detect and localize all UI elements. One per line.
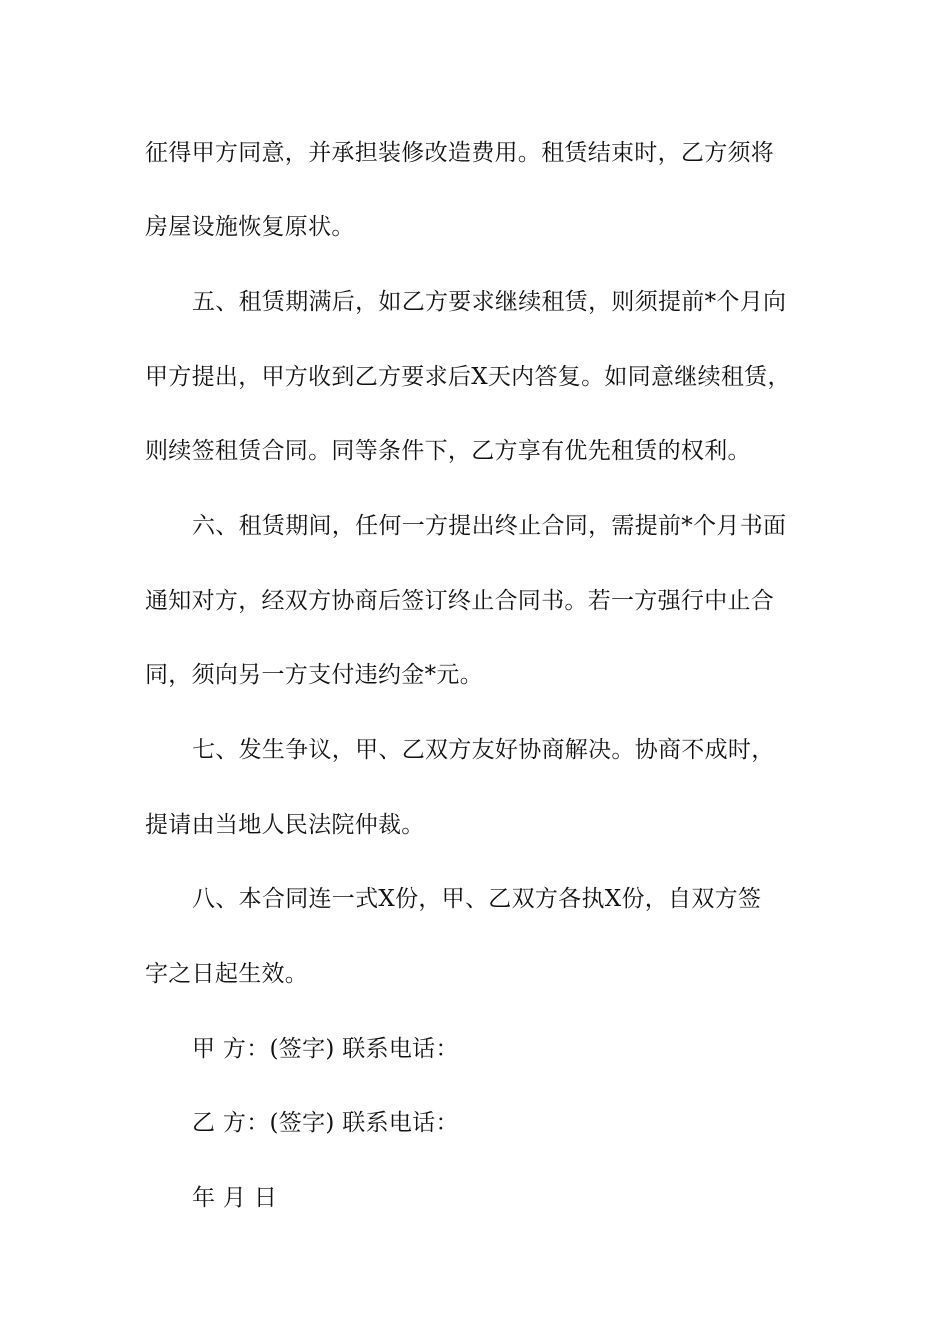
clause-seven-line-1: 七、发生争议，甲、乙双方友好协商解决。协商不成时， — [192, 737, 775, 763]
clause-six-line-1: 六、租赁期间，任何一方提出终止合同，需提前*个月书面 — [192, 513, 787, 539]
clause-six-line-2: 通知对方，经双方协商后签订终止合同书。若一方强行中止合 — [145, 588, 775, 614]
clause-eight-line-1: 八、本合同连一式X份，甲、乙双方各执X份，自双方签 — [192, 886, 762, 912]
clause-seven-line-2: 提请由当地人民法院仲裁。 — [145, 812, 425, 838]
text-line-2: 房屋设施恢复原状。 — [145, 214, 355, 240]
text-line-1: 征得甲方同意，并承担装修改造费用。租赁结束时，乙方须将 — [145, 140, 775, 166]
party-a-signature-line: 甲 方：(签字) 联系电话： — [192, 1036, 459, 1062]
clause-eight-line-2: 字之日起生效。 — [145, 961, 309, 987]
party-b-signature-line: 乙 方：(签字) 联系电话： — [192, 1110, 459, 1136]
date-line: 年 月 日 — [192, 1185, 278, 1211]
clause-six-line-3: 同，须向另一方支付违约金*元。 — [145, 662, 483, 688]
clause-five-line-1: 五、租赁期满后，如乙方要求继续租赁，则须提前*个月向 — [192, 289, 787, 315]
clause-five-line-3: 则续签租赁合同。同等条件下，乙方享有优先租赁的权利。 — [145, 438, 751, 464]
clause-five-line-2: 甲方提出，甲方收到乙方要求后X天内答复。如同意继续租赁， — [145, 364, 791, 390]
